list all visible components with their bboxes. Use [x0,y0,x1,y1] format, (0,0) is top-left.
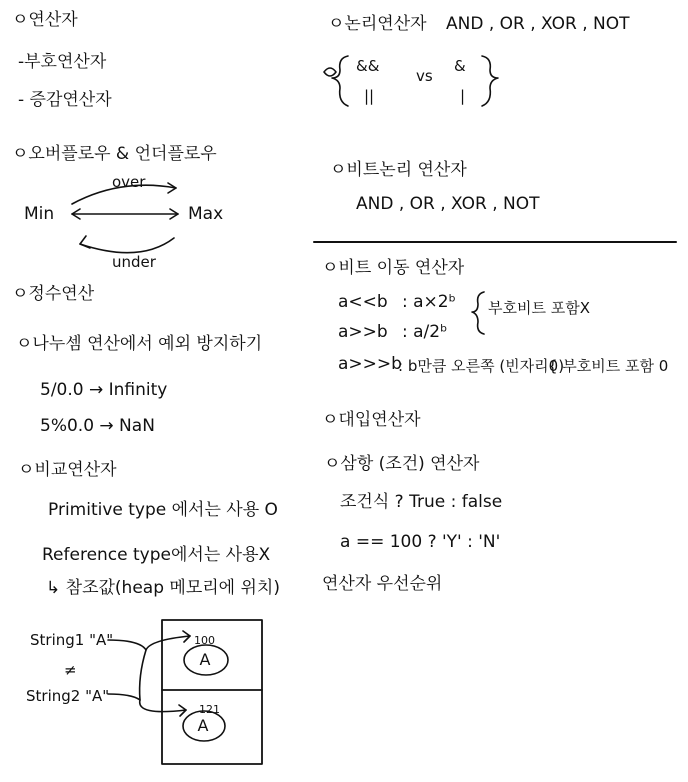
division-example: 5/0.0 → Infinity [40,380,168,400]
unsigned-sign-note: { 부호비트 포함 0 [548,357,669,375]
shift-heading: ㅇ비트 이동 연산자 [322,258,465,278]
reference-note: Reference type에서는 사용X [42,545,271,565]
overflow-heading: ㅇ오버플로우 & 언더플로우 [12,144,217,164]
left-brace [332,56,348,106]
heap-object-a1: A [199,650,211,669]
ternary-example: a == 100 ? 'Y' : 'N' [340,532,501,552]
under-arrow [80,238,174,253]
not-equal-mark: ≠ [64,661,77,679]
address-121: 121 [199,703,220,716]
division-note: ㅇ나누셈 연산에서 예외 방지하기 [16,334,263,354]
string1-ref-arrow [108,636,190,650]
heap-object-a2: A [197,716,209,735]
unsigned-shift-expr: a>>>b [338,354,402,374]
ternary-syntax: 조건식 ? True : false [340,492,503,512]
precedence-heading: 연산자 우선순위 [322,574,443,594]
double-ampersand: && [356,57,380,75]
vs-label: vs [416,67,433,85]
assignment-heading: ㅇ대입연산자 [322,410,421,430]
ternary-heading: ㅇ삼항 (조건) 연산자 [324,454,480,474]
logical-ops: AND , OR , XOR , NOT [446,14,630,34]
max-label: Max [188,204,224,224]
over-label: over [112,173,146,191]
address-100: 100 [194,634,215,647]
unsigned-shift-eq: : b만큼 오른쪽 (빈자리0) [398,357,565,375]
string1-label: String1 "A" [30,631,114,649]
primitive-note: Primitive type 에서는 사용 O [48,500,278,520]
unary-operator-item: -부호연산자 [18,52,107,72]
string2-ref-arrow [108,694,186,712]
under-label: under [112,253,156,271]
left-shift-expr: a<<b [338,292,388,312]
min-label: Min [24,204,55,224]
heap-memory-box [162,620,262,764]
right-shift-expr: a>>b [338,322,388,342]
heap-circle-2 [183,711,225,741]
string2-label: String2 "A" [26,687,110,705]
operators-heading: ㅇ연산자 [12,10,78,30]
right-brace [482,56,498,106]
integer-arith-heading: ㅇ정수연산 [12,284,95,304]
right-shift-eq: : a/2ᵇ [402,322,448,342]
shift-brace [472,292,484,334]
reference-value-note: ↳ 참조값(heap 메모리에 위치) [46,578,280,598]
over-arrow [72,185,176,204]
logical-heading: ㅇ논리연산자 [328,14,427,34]
comparison-heading: ㅇ비교연산자 [18,460,117,480]
bitwise-heading: ㅇ비트논리 연산자 [330,160,467,180]
single-ampersand: & [454,57,466,75]
sign-bit-note: 부호비트 포함X [488,299,590,317]
left-shift-eq: : a×2ᵇ [402,292,456,312]
modulo-example: 5%0.0 → NaN [40,416,155,436]
double-pipe: || [364,87,375,105]
single-pipe: | [460,87,466,105]
increment-operator-item: - 증감연산자 [18,90,112,110]
bitwise-ops: AND , OR , XOR , NOT [356,194,540,214]
heap-circle-1 [184,645,228,675]
